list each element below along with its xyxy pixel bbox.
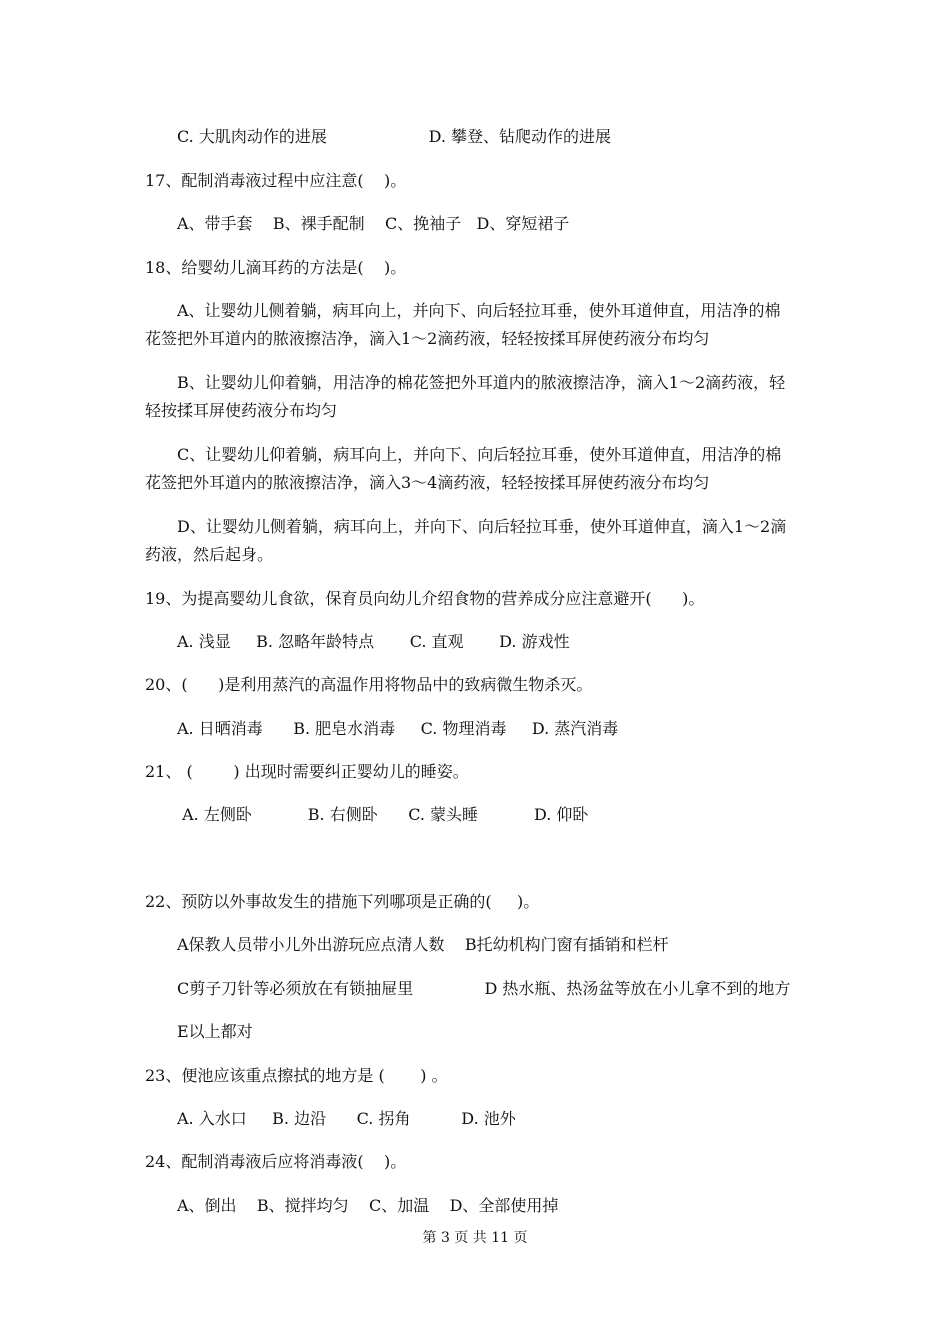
options-19: A. 浅显 B. 忽略年龄特点 C. 直观 D. 游戏性 [177, 632, 570, 651]
option-18-b-line1: B、让婴幼儿仰着躺，用洁净的棉花签把外耳道内的脓液擦洁净，滴入1～2滴药液，轻 [177, 373, 786, 392]
question-21: 21、 ( ) 出现时需要纠正婴幼儿的睡姿。 [145, 762, 469, 781]
options-20: A. 日晒消毒 B. 肥皂水消毒 C. 物理消毒 D. 蒸汽消毒 [177, 719, 619, 738]
option-16-cd: C. 大肌肉动作的进展 D. 攀登、钻爬动作的进展 [177, 127, 611, 146]
option-18-a-line1: A、让婴幼儿侧着躺，病耳向上，并向下、向后轻拉耳垂，使外耳道伸直，用洁净的棉 [177, 301, 781, 320]
question-24: 24、配制消毒液后应将消毒液( )。 [145, 1152, 407, 1171]
options-21: A. 左侧卧 B. 右侧卧 C. 蒙头睡 D. 仰卧 [177, 805, 589, 824]
option-18-d-line1: D、让婴幼儿侧着躺，病耳向上，并向下、向后轻拉耳垂，使外耳道伸直，滴入1～2滴 [177, 517, 787, 536]
option-18-c-line1: C、让婴幼儿仰着躺，病耳向上，并向下、向后轻拉耳垂，使外耳道伸直，用洁净的棉 [177, 445, 782, 464]
options-17: A、带手套 B、裸手配制 C、挽袖子 D、穿短裙子 [177, 214, 570, 233]
options-22-e: E以上都对 [177, 1022, 253, 1041]
page-footer: 第 3 页 共 11 页 [422, 1230, 528, 1246]
option-18-b-line2: 轻按揉耳屏使药液分布均匀 [145, 401, 338, 420]
question-20: 20、( )是利用蒸汽的高温作用将物品中的致病微生物杀灭。 [145, 675, 593, 694]
question-17: 17、配制消毒液过程中应注意( )。 [145, 171, 407, 190]
options-23: A. 入水口 B. 边沿 C. 拐角 D. 池外 [177, 1109, 516, 1128]
option-18-d-line2: 药液，然后起身。 [145, 545, 274, 564]
option-18-c-line2: 花签把外耳道内的脓液擦洁净，滴入3～4滴药液，轻轻按揉耳屏使药液分布均匀 [145, 473, 710, 492]
question-19: 19、为提高婴幼儿食欲，保育员向幼儿介绍食物的营养成分应注意避开( )。 [145, 589, 705, 608]
question-22: 22、预防以外事故发生的措施下列哪项是正确的( )。 [145, 892, 540, 911]
question-18: 18、给婴幼儿滴耳药的方法是( )。 [145, 258, 407, 277]
options-24: A、倒出 B、搅拌均匀 C、加温 D、全部使用掉 [177, 1196, 559, 1215]
question-23: 23、便池应该重点擦拭的地方是 ( ) 。 [145, 1066, 448, 1085]
option-18-a-line2: 花签把外耳道内的脓液擦洁净，滴入1～2滴药液，轻轻按揉耳屏使药液分布均匀 [145, 329, 710, 348]
options-22-cd: C剪子刀针等必须放在有锁抽屉里 D 热水瓶、热汤盆等放在小儿拿不到的地方 [177, 979, 791, 998]
options-22-ab: A保教人员带小儿外出游玩应点清人数 B托幼机构门窗有插销和栏杆 [177, 935, 669, 954]
